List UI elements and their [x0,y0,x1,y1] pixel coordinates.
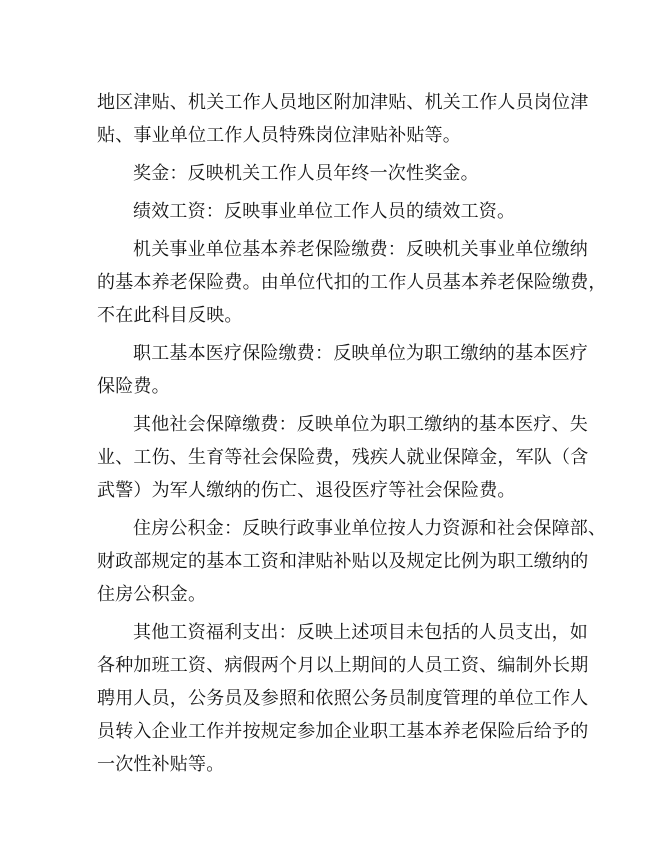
paragraph-other-social-security [97,408,589,507]
document-body [97,86,607,786]
text-line: 财政部规定的基本工资和津贴补贴以及规定比例为职工缴纳的 [97,551,589,572]
text-line: 员转入企业工作并按规定参加企业职工基本养老保险后给予的 [97,721,589,742]
paragraph-pension-insurance [97,233,607,332]
text-line: 机关事业单位基本养老保险缴费：反映机关事业单位缴纳 [133,239,588,260]
paragraph-allowance-continuation [97,86,589,152]
text-line: 地区津贴、机关工作人员地区附加津贴、机关工作人员岗位津 [97,92,589,113]
text-line: 职工基本医疗保险缴费：反映单位为职工缴纳的基本医疗 [133,343,588,364]
text-line: 住房公积金：反映行政事业单位按人力资源和社会保障部、 [133,518,607,539]
text-line: 贴、事业单位工作人员特殊岗位津贴补贴等。 [97,125,461,146]
text-line: 武警）为军人缴纳的伤亡、退役医疗等社会保险费。 [97,480,516,501]
paragraph-medical-insurance [97,337,588,403]
text-line: 绩效工资：反映事业单位工作人员的绩效工资。 [133,201,516,222]
text-line: 奖金：反映机关工作人员年终一次性奖金。 [133,163,479,184]
text-line: 各种加班工资、病假两个月以上期间的人员工资、编制外长期 [97,655,589,676]
paragraph-performance-pay [97,195,560,228]
text-line: 的基本养老保险费。由单位代扣的工作人员基本养老保险缴费， [97,272,607,293]
text-line: 不在此科目反映。 [97,305,243,326]
paragraph-housing-fund [97,512,607,611]
text-line: 其他社会保障缴费：反映单位为职工缴纳的基本医疗、失 [133,414,588,435]
text-line: 保险费。 [97,376,170,397]
text-line: 其他工资福利支出：反映上述项目未包括的人员支出，如 [133,622,588,643]
paragraph-bonus [97,157,560,190]
text-line: 住房公积金。 [97,584,207,605]
text-line: 一次性补贴等。 [97,754,225,775]
paragraph-other-welfare [97,616,589,781]
text-line: 业、工伤、生育等社会保险费，残疾人就业保障金，军队（含 [97,447,589,468]
text-line: 聘用人员，公务员及参照和依照公务员制度管理的单位工作人 [97,688,589,709]
